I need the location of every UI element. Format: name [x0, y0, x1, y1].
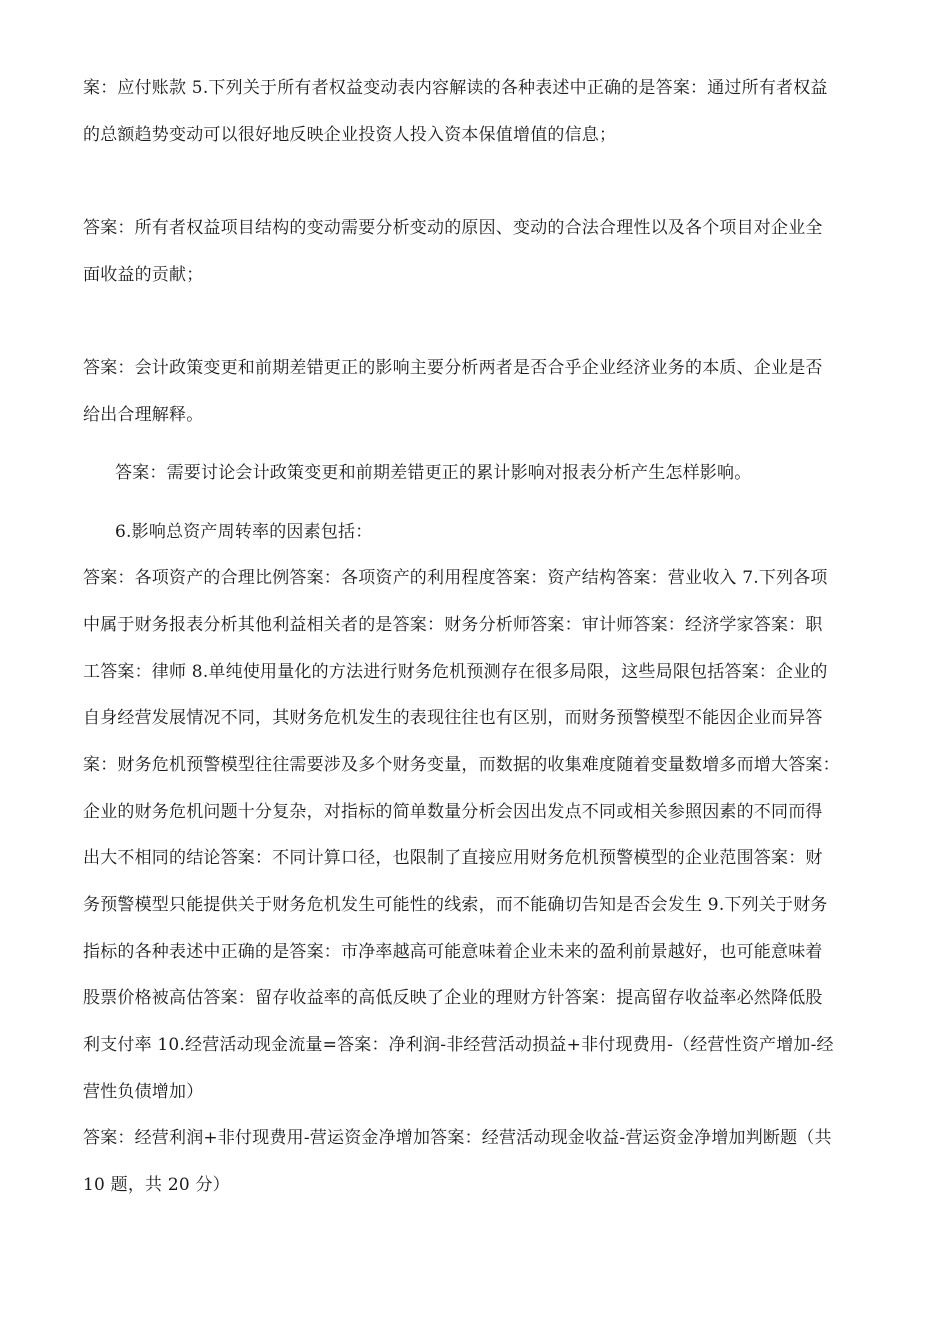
text-line: 6.影响总资产周转率的因素包括： [115, 522, 373, 542]
text-line: 企业的财务危机问题十分复杂，对指标的简单数量分析会因出发点不同或相关参照因素的不同而得 [83, 802, 823, 822]
text-line: 给出合理解释。 [83, 405, 204, 425]
text-line: 答案：所有者权益项目结构的变动需要分析变动的原因、变动的合法合理性以及各个项目对企业全 [83, 218, 823, 238]
text-line: 面收益的贡献； [83, 265, 204, 285]
text-line: 答案：会计政策变更和前期差错更正的影响主要分析两者是否合乎企业经济业务的本质、企业是否 [83, 358, 823, 378]
text-line: 答案：经营利润+非付现费用-营运资金净增加答案：经营活动现金收益-营运资金净增加判断题（共 [83, 1128, 832, 1148]
text-line: 自身经营发展情况不同，其财务危机发生的表现往往也有区别，而财务预警模型不能因企业而异答 [83, 708, 823, 728]
text-line: 答案：各项资产的合理比例答案：各项资产的利用程度答案：资产结构答案：营业收入 7.下列各项 [83, 568, 828, 588]
text-line: 案：应付账款 5.下列关于所有者权益变动表内容解读的各种表述中正确的是答案：通过所有者权益 [83, 78, 828, 98]
text-line: 营性负债增加） [83, 1082, 204, 1102]
text-line: 中属于财务报表分析其他利益相关者的是答案：财务分析师答案：审计师答案：经济学家答案：职 [83, 615, 823, 635]
text-line: 的总额趋势变动可以很好地反映企业投资人投入资本保值增值的信息； [83, 125, 617, 145]
text-line: 务预警模型只能提供关于财务危机发生可能性的线索，而不能确切告知是否会发生 9.下列关于财务 [83, 895, 828, 915]
text-line: 工答案：律师 8.单纯使用量化的方法进行财务危机预测存在很多局限，这些局限包括答案：企业的 [83, 662, 828, 682]
text-line: 利支付率 10.经营活动现金流量=答案：净利润-非经营活动损益+非付现费用-（经营性资产增加-经 [83, 1035, 834, 1055]
text-line: 10 题，共 20 分） [83, 1175, 230, 1195]
text-line: 案：财务危机预警模型往往需要涉及多个财务变量，而数据的收集难度随着变量数增多而增大答案： [83, 755, 840, 775]
text-line: 股票价格被高估答案：留存收益率的高低反映了企业的理财方针答案：提高留存收益率必然降低股 [83, 988, 823, 1008]
text-line: 指标的各种表述中正确的是答案：市净率越高可能意味着企业未来的盈利前景越好，也可能意味着 [83, 942, 823, 962]
text-line: 出大不相同的结论答案：不同计算口径，也限制了直接应用财务危机预警模型的企业范围答案：财 [83, 848, 823, 868]
text-line: 答案：需要讨论会计政策变更和前期差错更正的累计影响对报表分析产生怎样影响。 [115, 463, 752, 483]
